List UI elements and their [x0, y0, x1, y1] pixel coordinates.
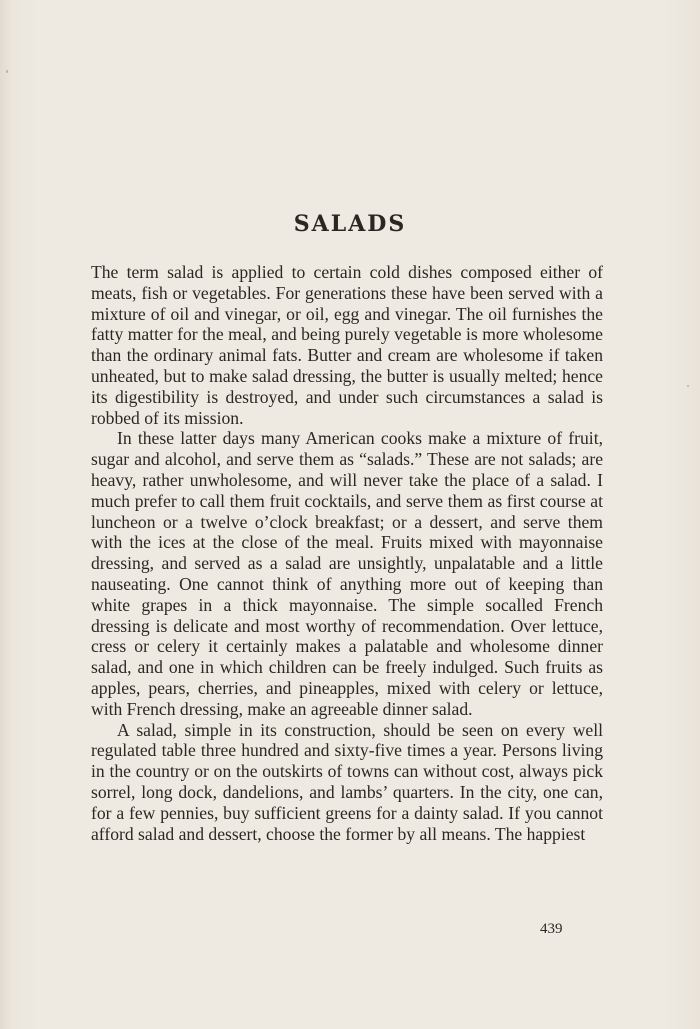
body-text: [91, 262, 603, 844]
page-number: 439: [540, 921, 563, 937]
paragraph-1: The term salad is applied to certain cold dishes composed either of meats, fish or vegetables. For generations these have been served with a mixture of oil and vinegar, or oil, egg and vinegar. The oil furnishes the fatty matter for the meal, and being purely vegetable is more wholesome than the ordinary animal fats. Butter and cream are wholesome if taken unheated, but to make salad dressing, the butter is usually melted; hence its digestibility is destroyed, and under such circumstances a salad is robbed of its mission.: [91, 262, 603, 428]
paragraph-2: In these latter days many American cooks make a mixture of fruit, sugar and alcohol, and serve them as “salads.” These are not salads; are heavy, rather unwholesome, and will never take the place of a salad. I much prefer to call them fruit cocktails, and serve them as first course at luncheon or a twelve o’clock breakfast; or a dessert, and serve them with the ices at the close of the meal. Fruits mixed with mayonnaise dressing, and served as a salad are unsightly, unpalatable and a little nauseating. One cannot think of anything more out of keeping than white grapes in a thick mayonnaise. The simple socalled French dressing is delicate and most worthy of recommendation. Over lettuce, cress or celery it certainly makes a palatable and wholesome dinner salad, and one in which children can be freely indulged. Such fruits as apples, pears, cherries, and pineapples, mixed with celery or lettuce, with French dressing, make an agreeable dinner salad.: [91, 428, 603, 719]
chapter-title: SALADS: [293, 211, 407, 237]
paper-speck: [687, 385, 689, 387]
paragraph-3: A salad, simple in its construction, should be seen on every well regulated table three hundred and sixty-five times a year. Persons living in the country or on the outskirts of towns can without cost, always pick sorrel, long dock, dandelions, and lambs’ quarters. In the city, one can, for a few pennies, buy sufficient greens for a dainty salad. If you cannot afford salad and dessert, choose the former by all means. The happiest: [91, 719, 603, 844]
paper-speck: [6, 70, 8, 73]
